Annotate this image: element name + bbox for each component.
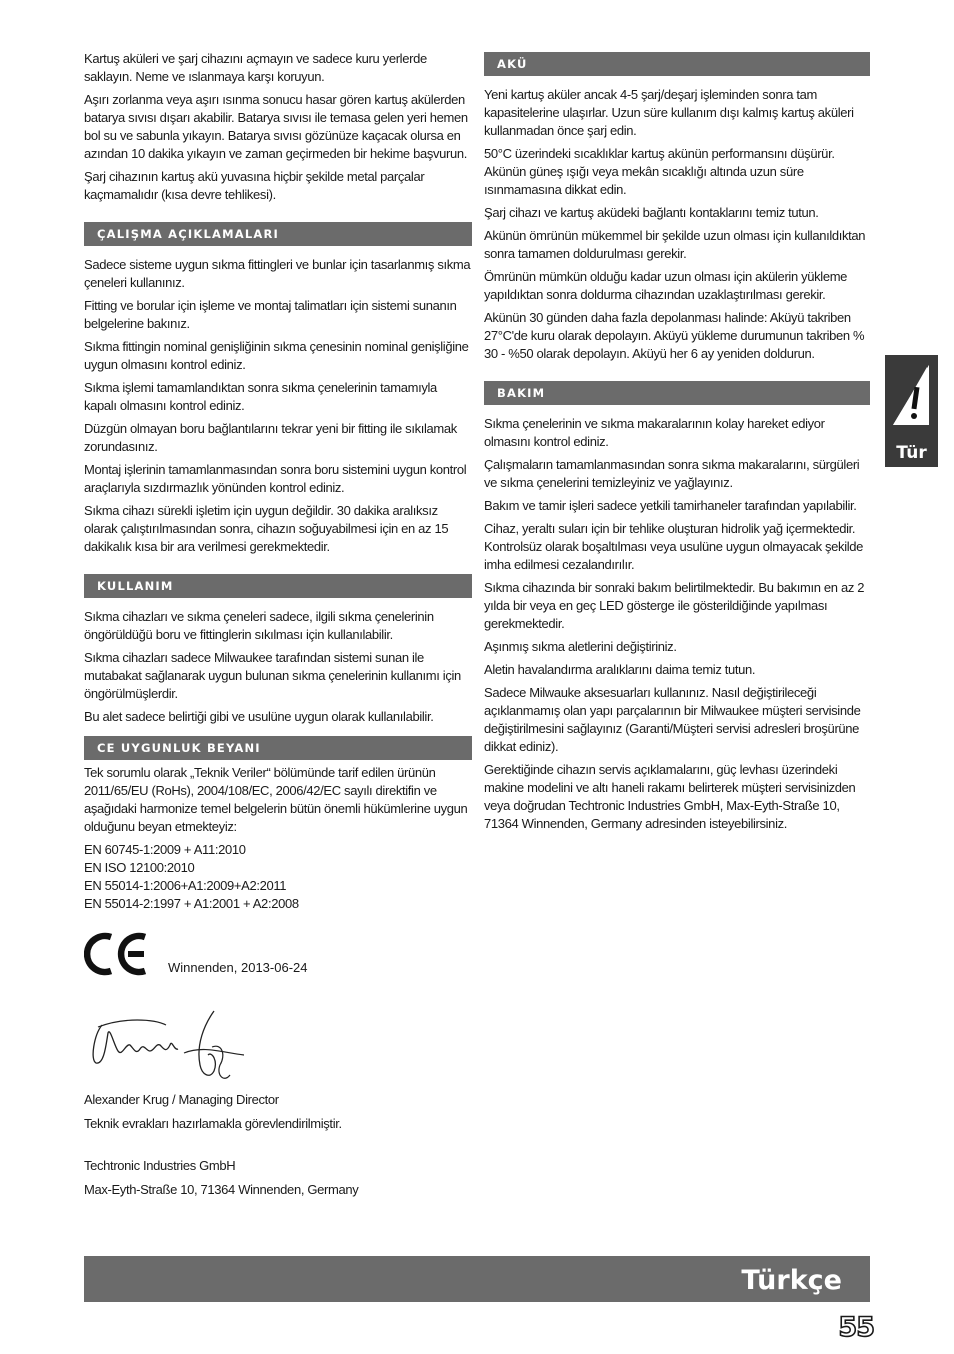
place-date: Winnenden, 2013-06-24 <box>168 960 308 975</box>
footer-language-label: Türkçe <box>741 1265 842 1296</box>
footer-language-bar <box>84 1256 870 1302</box>
calisma-paragraph: Sıkma fittingin nominal genişliğinin sıkma çenesinin nominal genişliğine uygun olmasını kontrol ediniz. <box>84 339 469 372</box>
warning-icon <box>891 363 933 429</box>
signature-image <box>84 1005 472 1091</box>
authorized-text: Teknik evrakları hazırlamakla görevlendirilmiştir. <box>84 1116 342 1131</box>
aku-paragraph: Yeni kartuş aküler ancak 4-5 şarj/deşarj işleminden sonra tam kapasitelerine ulaşırlar. Uzun süre kullanım dışı kalmış kartuş aküleri kullanmadan önce şarj edin. <box>484 87 854 138</box>
kullanim-paragraph: Sıkma cihazları ve sıkma çeneleri sadece, ilgili sıkma çenelerinin öngörüldüğü boru ve fittinglerin sıkılması için kullanılabilir. <box>84 609 434 642</box>
ce-mark-icon <box>84 931 148 977</box>
signer-name: Alexander Krug / Managing Director <box>84 1092 279 1107</box>
charger-metal-text: Şarj cihazının kartuş akü yuvasına hiçbir şekilde metal parçalar kaçmamalıdır (kısa devre tehlikesi). <box>84 169 425 202</box>
calisma-paragraph: Sıkma cihazı sürekli işletim için uygun değildir. 30 dakika aralıksız olarak çalıştırılmasından sonra, cihazın soğuyabilmesi için en az 15 dakikalık kısa bir ara verilmesi gerekmektedir. <box>84 503 449 554</box>
bakim-paragraph: Cihaz, yeraltı suları için bir tehlike oluşturan hidrolik yağ içermektedir. Kontrolsüz olarak boşaltılması veya usulüne uygun olmayacak şekilde imha edilmesi cezalandırılır. <box>484 521 864 572</box>
kullanim-paragraph: Bu alet sadece belirtiği gibi ve usulüne uygun olarak kullanılabilir. <box>84 709 434 724</box>
signer-block <box>84 1091 472 1199</box>
section-heading-aku: AKÜ <box>484 52 870 76</box>
language-side-tab <box>885 355 938 467</box>
bakim-paragraph: Bakım ve tamir işleri sadece yetkili tamirhaneler tarafından yapılabilir. <box>484 498 857 513</box>
calisma-paragraph: Fitting ve borular için işleme ve montaj talimatları için sistemi sunanın belgelerine bakınız. <box>84 298 457 331</box>
section-heading-calisma: ÇALIŞMA AÇIKLAMALARI <box>84 222 472 246</box>
standard-item: EN 60745-1:2009 + A11:2010 <box>84 842 246 857</box>
kullanim-paragraph: Sıkma cihazları sadece Milwaukee tarafından sistemi sunan ile mutabakat sağlanarak uygun bulunan sıkma çenelerinin kullanımı için öngörülmüşlerdir. <box>84 650 461 701</box>
ce-declaration-text: Tek sorumlu olarak „Teknik Veriler“ bölümünde tarif edilen ürünün 2011/65/EU (RoHs), 2004/108/EC, 2006/42/EC sayılı direktifin ve aşağıdaki harmonize temel belgelerin bütün önemli hükümlerine uygun olduğunu beyan etmekteyiz: <box>84 765 468 834</box>
company-address: Max-Eyth-Straße 10, 71364 Winnenden, Germany <box>84 1182 359 1197</box>
calisma-paragraph: Sıkma işlemi tamamlandıktan sonra sıkma çenelerinin tamamıyla kapalı olmasını kontrol ediniz. <box>84 380 437 413</box>
section-heading-bakim: BAKIM <box>484 381 870 405</box>
standard-item: EN 55014-1:2006+A1:2009+A2:2011 <box>84 878 287 893</box>
bakim-paragraph: Gerektiğinde cihazın servis açıklamalarını, güç levhası üzerindeki makine modelini ve altı haneli rakamı belirterek müşteri servisinizden veya doğrudan Techtronic Industries GmbH, Max-Eyth-Straße 10, 71364 Winnenden, Germany adresinden isteyebilirsiniz. <box>484 762 856 831</box>
company-name: Techtronic Industries GmbH <box>84 1158 236 1173</box>
right-column <box>484 50 870 838</box>
bakim-paragraph: Sıkma cihazında bir sonraki bakım belirtilmektedir. Bu bakımın en az 2 yılda bir veya en geç LED gösterge ile gösterildiğinde yapılması gerekmektedir. <box>484 580 865 631</box>
section-heading-ce: CE UYGUNLUK BEYANI <box>84 736 472 760</box>
aku-paragraph: Akünün 30 günden daha fazla depolanması halinde: Aküyü takriben 27°C'de kuru olarak depolayın. Aküyü yükleme durumunun takriben % 30 - %50 olarak depolayın. Aküyü her 6 ay yeniden doldurun. <box>484 310 865 361</box>
ce-mark-row <box>84 925 472 977</box>
calisma-paragraph: Sadece sisteme uygun sıkma fittingleri ve bunlar için tasarlanmış sıkma çeneleri kullanınız. <box>84 257 471 290</box>
bakim-paragraph: Aşınmış sıkma aletlerini değiştiriniz. <box>484 639 677 654</box>
page-number: 55 <box>838 1312 874 1343</box>
standard-item: EN 55014-2:1997 + A1:2001 + A2:2008 <box>84 896 299 911</box>
side-tab-label: Tür <box>896 443 927 463</box>
battery-storage-text: Kartuş aküleri ve şarj cihazını açmayın ve sadece kuru yerlerde saklayın. Neme ve ıslanmaya karşı koruyun. <box>84 51 427 84</box>
bakim-paragraph: Çalışmaların tamamlanmasından sonra sıkma makaralarını, sürgüleri ve sıkma çenelerini temizleyiniz ve yağlayınız. <box>484 457 860 490</box>
aku-paragraph: Şarj cihazı ve kartuş aküdeki bağlantı kontaklarını temiz tutun. <box>484 205 819 220</box>
aku-paragraph: Ömrünün mümkün olduğu kadar uzun olması için akülerin yükleme yapıldıktan sonra doldurma cihazından uzaklaştırılması gerekir. <box>484 269 848 302</box>
calisma-paragraph: Düzgün olmayan boru bağlantılarını tekrar yeni bir fitting ile sıkılamak zorundasınız. <box>84 421 457 454</box>
bakim-paragraph: Aletin havalandırma aralıklarını daima temiz tutun. <box>484 662 756 677</box>
battery-fluid-text: Aşırı zorlanma veya aşırı ısınma sonucu hasar gören kartuş akülerden batarya sıvısı dışarı akabilir. Batarya sıvısı ile temasa gelen yeri hemen bol su ve sabunla yıkayın. Batarya sıvısı gözünüze kaçacak olursa en azından 10 dakika yıkayın ve zaman geçirmeden bir hekime başvurun. <box>84 92 468 161</box>
bakim-paragraph: Sıkma çenelerinin ve sıkma makaralarının kolay hareket ediyor olmasını kontrol ediniz. <box>484 416 825 449</box>
standards-list <box>84 841 472 913</box>
calisma-paragraph: Montaj işlerinin tamamlanmasından sonra boru sistemini uygun kontrol araçlarıyla sızdırmazlık yönünden kontrol ediniz. <box>84 462 467 495</box>
standard-item: EN ISO 12100:2010 <box>84 860 195 875</box>
aku-paragraph: Akünün ömrünün mükemmel bir şekilde uzun olması için kullanıldıktan sonra tamamen doldurulması gerekir. <box>484 228 866 261</box>
aku-paragraph: 50°C üzerindeki sıcaklıklar kartuş akünün performansını düşürür. Akünün güneş ışığı veya mekân sıcaklığı altında uzun süre ısınmamasına dikkat edin. <box>484 146 835 197</box>
section-heading-kullanim: KULLANIM <box>84 574 472 598</box>
left-column <box>84 50 472 1205</box>
bakim-paragraph: Sadece Milwauke aksesuarları kullanınız. Nasıl değiştirileceği açıklanmamış olan yapı parçalarının bir Milwaukee müşteri servisinde değiştirilmesini sağlayınız (Garanti/Müşteri servisi adresleri broşürüne dikkat ediniz). <box>484 685 861 754</box>
